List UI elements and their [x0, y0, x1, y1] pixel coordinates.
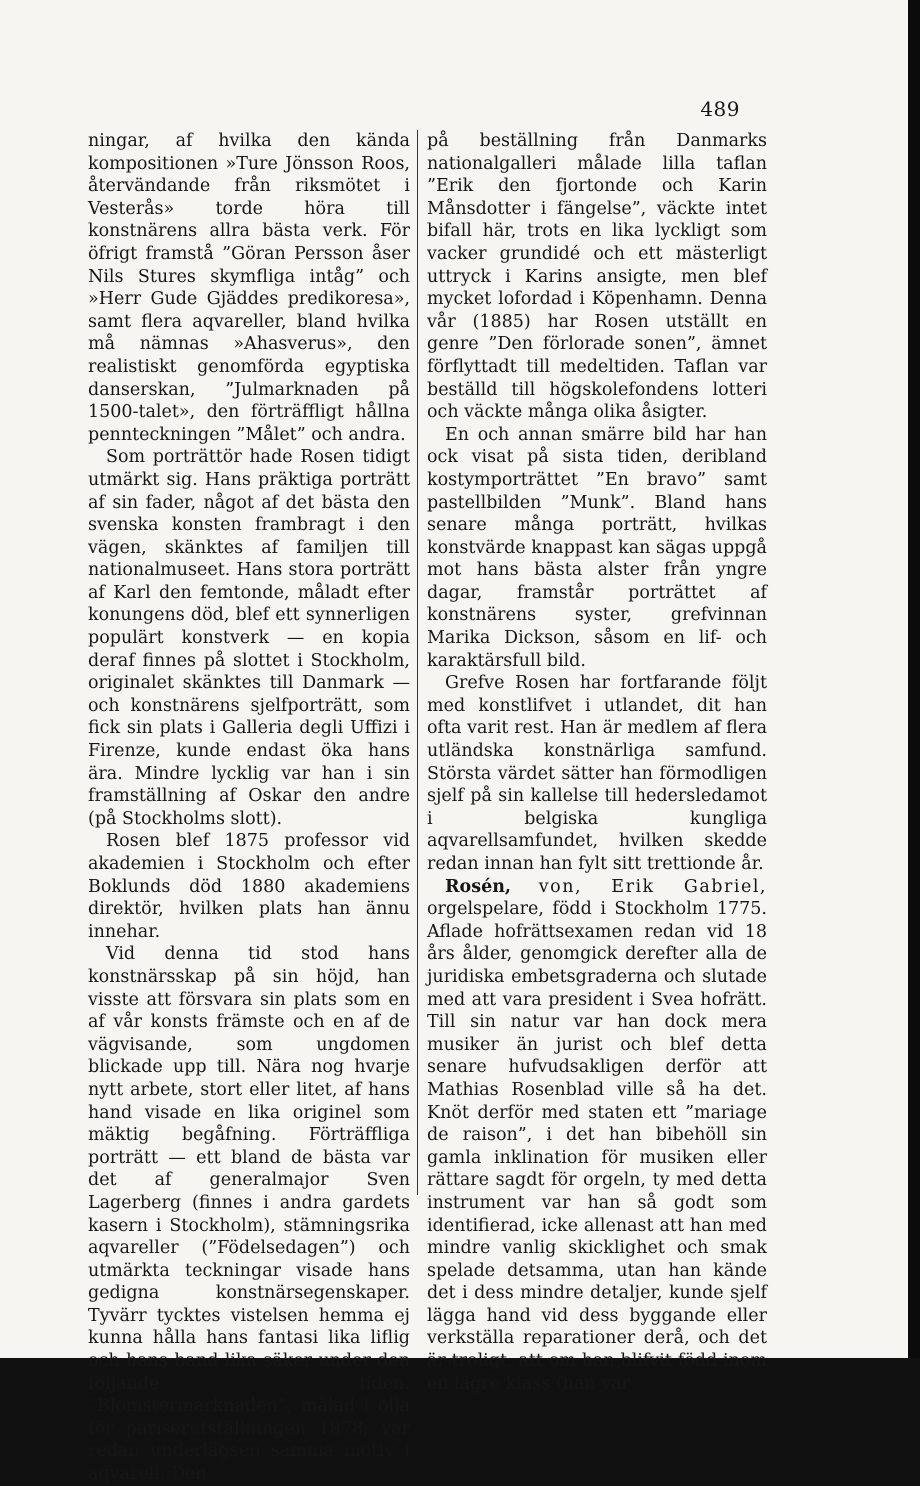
left-paragraph-1: ningar, af hvilka den kända kompositionen »Ture Jönsson Roos, återvändande från riksmötet i Vesterås» torde höra till konstnärens allra bästa verk. För öfrigt framstå ”Göran Persson åser Nils Stures skymfliga intåg” och »Herr Gude Gjäddes predikoresa», samt flera aqvareller, bland hvilka må nämnas »Ahasverus», den realistiskt genomförda egyptiska danserskan, ”Julmarknaden på 1500-talet», den förträffligt hållna pennteckningen ”Målet” och andra. [88, 131, 410, 445]
left-paragraph-3: Rosen blef 1875 professor vid akademien i Stockholm och efter Boklunds död 1880 akademiens direktör, hvilken plats han ännu innehar. [88, 831, 410, 942]
left-paragraph-4: Vid denna tid stod hans konstnärsskap på sin höjd, han visste att försvara sin plats som en af vår konsts främste och en af de vägvisande, som ungdomen blickade upp till. Nära nog hvarje nytt arbete, stort eller litet, af hans hand visade en lika originel som mäktig begåfning. Förträffliga porträtt — ett bland de bästa var det af generalmajor Sven Lagerberg (finnes i andra gardets kasern i Stockholm), stämningsrika aqvareller (”Födelsedagen”) och utmärkta teckningar visade hans gedigna konstnärsegenskaper. Tyvärr tycktes vistelsen hemma ej kunna hålla hans fantasi lika liflig och hans hand lika säker under den följande tiden. ”Blomstermarknaden”, målad i olja för pariserutställningen 1878, var redan underlägsen samma motiv i aqvarell. Den [88, 944, 410, 1485]
right-paragraph-3: Grefve Rosen har fortfarande följt med konstlifvet i utlandet, dit han ofta varit rest. Han är medlem af flera utländska konstnärliga samfund. Största värdet sätter han förmodligen sjelf på sin kallelse till hedersledamot i belgiska kungliga aqvarellsamfundet, hvilken skedde redan innan han fylt sitt trettionde år. [427, 673, 767, 874]
right-paragraph-4 [427, 876, 767, 1396]
scan-edge [908, 0, 920, 1358]
entry-body: orgelspelare, född i Stockholm 1775. Aflade hofrättsexamen redan vid 18 års ålder, genomgick derefter alla de juridiska embetsgraderna och slutade med att vara president i Svea hofrätt. Till sin natur var han dock mera musiker än jurist och blef detta senare hufvudsakligen derför att Mathias Rosenblad ville så ha det. Knöt derför med staten ett ”mariage de raison”, i det han bibehöll sin gamla inklination för musiken eller rättare sagdt för orgeln, ty med detta instrument var han så godt som identifierad, icke allenast att han med mindre vanlig skicklighet och smak spelade detsamma, utan han kände det i dess mindre detaljer, kunde sjelf lägga hand vid dess byggande eller verkställa reparationer derå, och det är troligt, att om han blifvit född inom en lägre klass (han var [427, 899, 767, 1394]
entry-headword: Rosén, [445, 876, 512, 897]
left-paragraph-2: Som porträttör hade Rosen tidigt utmärkt sig. Hans präktiga porträtt af sin fader, något af det bästa den svenska konsten frambragt i den vägen, skänktes af familjen till nationalmuseet. Hans stora porträtt af Karl den femtonde, måladt efter konungens död, blef ett synnerligen populärt konstverk — en kopia deraf finnes på slottet i Stockholm, originalet skänktes till Danmark — och konstnärens sjelfporträtt, som fick sin plats i Galleria degli Uffizi i Firenze, kunde endast öka hans ära. Mindre lycklig var han i sin framställning af Oskar den andre (på Stockholms slott). [88, 447, 410, 829]
right-paragraph-2: En och annan smärre bild har han ock visat på sista tiden, deribland kostymporträttet ”En bravo” samt pastellbilden ”Munk”. Bland hans senare många porträtt, hvilkas konstvärde knappast kan sägas uppgå mot hans bästa alster från yngre dagar, framstår porträttet af konstnärens syster, grefvinnan Marika Dickson, såsom en lif- och karaktärsfull bild. [427, 424, 767, 671]
right-column [427, 130, 767, 1395]
page-number: 489 [700, 97, 740, 121]
column-divider [417, 130, 418, 1195]
right-paragraph-1: på beställning från Danmarks nationalgalleri målade lilla taflan ”Erik den fjortonde och Karin Månsdotter i fängelse”, väckte intet bifall här, trots en lika lyckligt som vacker grundidé och ett mästerligt uttryck i Karins ansigte, men blef mycket lofordad i Köpenhamn. Denna vår (1885) har Rosen utställt en genre ”Den förlorade sonen”, ämnet förflyttadt till medeltiden. Taflan var beställd till högskolefondens lotteri och väckte många olika åsigter. [427, 131, 767, 423]
entry-given-names: von, Erik Gabriel, [538, 876, 767, 897]
left-column [88, 130, 410, 1486]
